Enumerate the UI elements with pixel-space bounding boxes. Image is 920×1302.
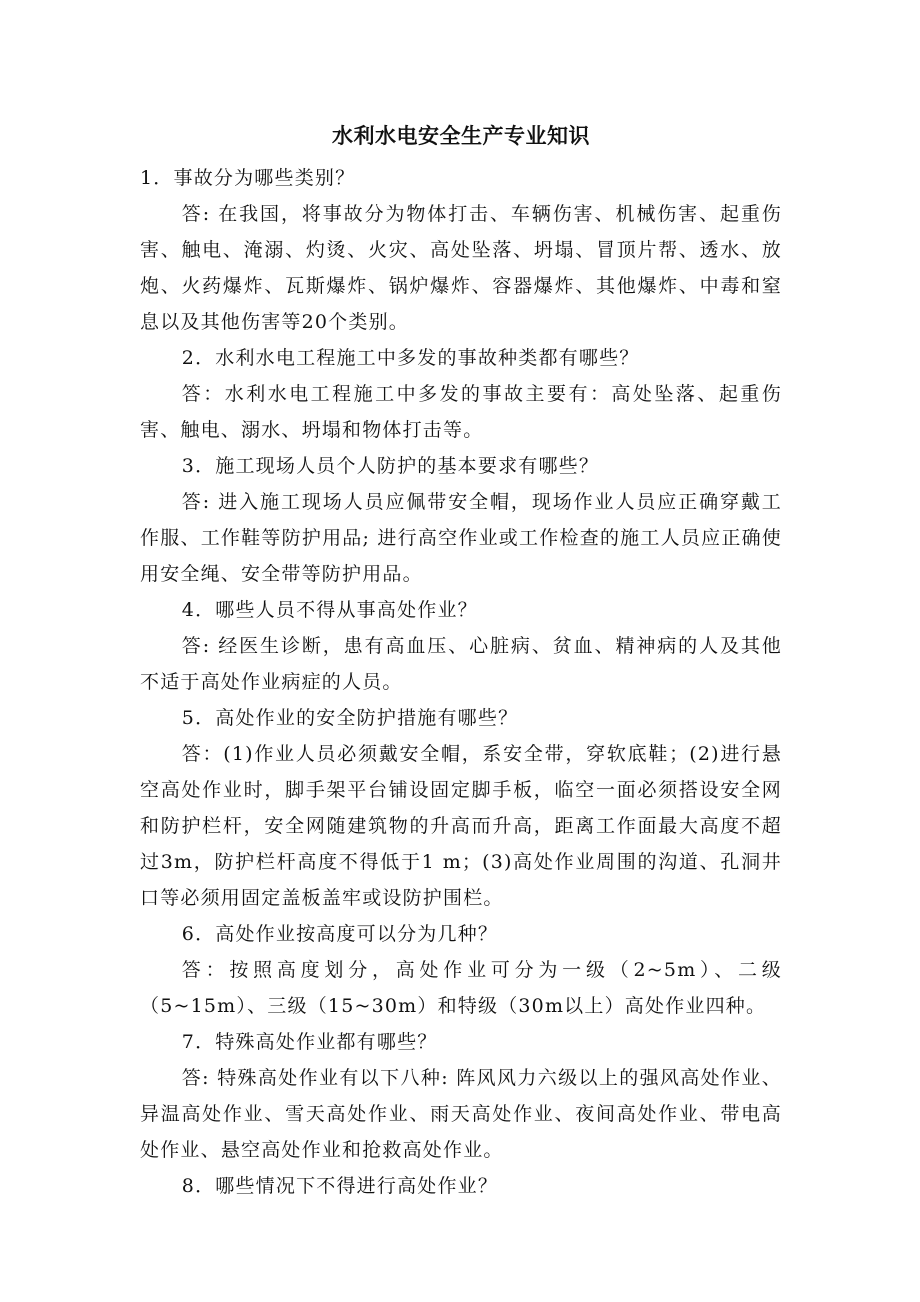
answer-1: 答: 在我国，将事故分为物体打击、车辆伤害、机械伤害、起重伤害、触电、淹溺、灼烫、火灾、高处坠落、坍塌、冒顶片帮、透水、放炮、火药爆炸、瓦斯爆炸、锅炉爆炸、容器爆炸、其他爆炸、中毒和窒息以及其他伤害等20个类别。 [140, 203, 782, 333]
question-5: 5．高处作业的安全防护措施有哪些？ [181, 707, 519, 729]
question-6: 6．高处作业按高度可以分为几种？ [181, 923, 499, 945]
answer-6: 答：按照高度划分，高处作业可分为一级（2~5m）、二级（5~15m）、三级（15~30m）和特级（30m以上）高处作业四种。 [140, 959, 782, 1017]
qa-item-5 [140, 700, 782, 916]
question-2: 2．水利水电工程施工中多发的事故种类都有哪些？ [181, 347, 640, 369]
question-8: 8．哪些情况下不得进行高处作业？ [181, 1175, 499, 1197]
answer-2: 答：水利水电工程施工中多发的事故主要有：高处坠落、起重伤害、触电、溺水、坍塌和物体打击等。 [140, 383, 782, 441]
answer-5: 答：(1)作业人员必须戴安全帽，系安全带，穿软底鞋；(2)进行悬空高处作业时，脚手架平台铺设固定脚手板，临空一面必须搭设安全网和防护栏杆，安全网随建筑物的升高而升高，距离工作面最大高度不超过3m，防护栏杆高度不得低于1 m；(3)高处作业周围的沟道、孔洞井口等必须用固定盖板盖牢或设防护围栏。 [140, 743, 782, 909]
qa-item-1 [140, 160, 782, 340]
qa-item-6 [140, 916, 782, 1024]
question-7: 7．特殊高处作业都有哪些？ [181, 1031, 438, 1053]
answer-7: 答: 特殊高处作业有以下八种: 阵风风力六级以上的强风高处作业、异温高处作业、雪天高处作业、雨天高处作业、夜间高处作业、带电高处作业、悬空高处作业和抢救高处作业。 [140, 1067, 782, 1161]
answer-3: 答: 进入施工现场人员应佩带安全帽，现场作业人员应正确穿戴工作服、工作鞋等防护用品; 进行高空作业或工作检查的施工人员应正确使用安全绳、安全带等防护用品。 [140, 491, 782, 585]
qa-item-3 [140, 448, 782, 592]
answer-4: 答: 经医生诊断，患有高血压、心脏病、贫血、精神病的人及其他不适于高处作业病症的人员。 [140, 635, 782, 693]
qa-item-7 [140, 1024, 782, 1168]
question-1: 1．事故分为哪些类别？ [140, 167, 356, 189]
qa-item-2 [140, 340, 782, 448]
document-page [140, 118, 782, 1204]
qa-item-4 [140, 592, 782, 700]
document-title: 水利水电安全生产专业知识 [332, 124, 590, 148]
question-3: 3．施工现场人员个人防护的基本要求有哪些？ [181, 455, 600, 477]
question-4: 4．哪些人员不得从事高处作业？ [181, 599, 478, 621]
qa-item-8 [140, 1168, 782, 1204]
